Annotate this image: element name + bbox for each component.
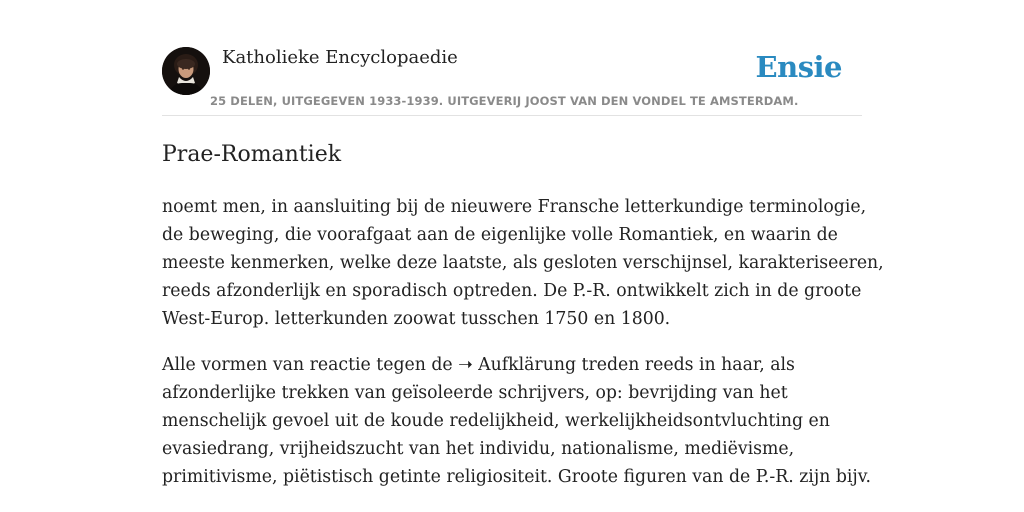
text-line: afzonderlijke trekken van geïsoleerde schrijvers, op: bevrijding van het (162, 383, 788, 403)
site-title[interactable]: Katholieke Encyclopaedie (222, 47, 458, 68)
text-line: menschelijk gevoel uit de koude redelijkheid, werkelijkheidsontvluchting en (162, 411, 830, 431)
arrow-right-icon: ➝ (458, 355, 473, 375)
line-prefix: Alle vormen van reactie tegen de (162, 355, 459, 375)
text-line: de beweging, die voorafgaat aan de eigenlijke volle Romantiek, en waarin de (162, 225, 838, 245)
paragraph-2 (162, 351, 872, 491)
brand-logo-link[interactable]: Ensie (755, 50, 842, 84)
link-text: Aufklärung (478, 355, 577, 375)
text-line: West-Europ. letterkunden zoowat tusschen 1750 en 1800. (162, 309, 671, 329)
article (162, 138, 884, 509)
line-suffix: treden reeds in haar, als (576, 355, 795, 375)
text-line: reeds afzonderlijk en sporadisch optreden. De P.-R. ontwikkelt zich in de groote (162, 281, 862, 301)
site-header (162, 44, 862, 116)
site-subtitle: 25 DELEN, UITGEGEVEN 1933-1939. UITGEVERIJ JOOST VAN DEN VONDEL TE AMSTERDAM. (210, 94, 799, 108)
text-line: meeste kenmerken, welke deze laatste, als gesloten verschijnsel, karakteriseeren, (162, 253, 884, 273)
text-line: evasiedrang, vrijheidszucht van het individu, nationalisme, mediëvisme, (162, 439, 795, 459)
page-title: Prae-Romantiek (162, 142, 342, 167)
text-line: noemt men, in aansluiting bij de nieuwere Fransche letterkundige terminologie, (162, 197, 867, 217)
aufklarung-link[interactable] (458, 355, 576, 375)
text-line (162, 351, 872, 379)
portrait-avatar-icon[interactable] (162, 47, 210, 95)
paragraph-1 (162, 193, 884, 333)
text-line: primitivisme, piëtistisch getinte religiositeit. Groote figuren van de P.-R. zijn bijv. (162, 467, 871, 487)
